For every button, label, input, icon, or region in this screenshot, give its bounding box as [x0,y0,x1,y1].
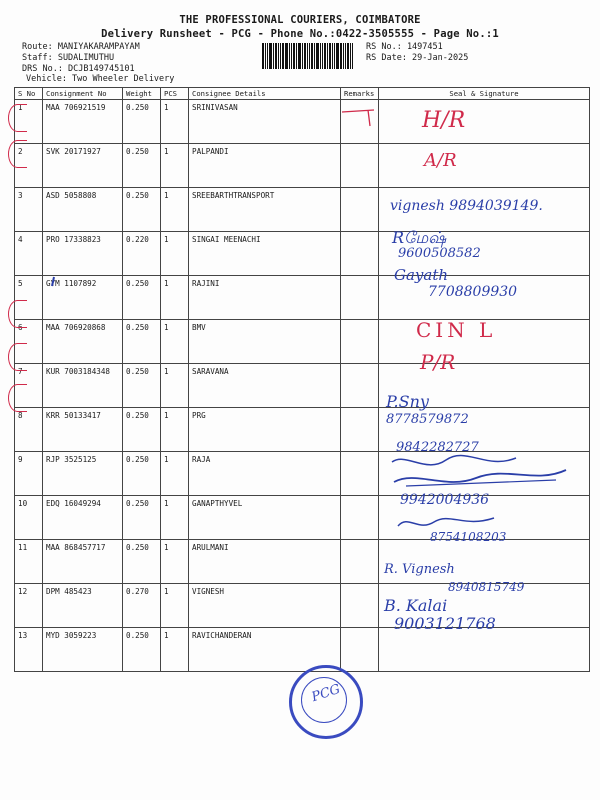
cell-signature [379,144,590,188]
barcode-bar [316,43,319,69]
cell-weight: 0.250 [123,276,161,320]
cell-consignee: SINGAI MEENACHI [189,232,341,276]
barcode-bar [334,43,335,69]
scribble-signatures [386,450,576,495]
table-row [15,364,590,408]
cell-consignee: PRG [189,408,341,452]
cell-consignee: RAJINI [189,276,341,320]
barcode-bar [309,43,310,69]
cell-weight: 0.250 [123,496,161,540]
barcode-bar [273,43,274,69]
cell-consignee: PALPANDI [189,144,341,188]
barcode-bar [320,43,321,69]
cell-consignment: MYD 3059223 [43,628,123,672]
cell-consignment: RJP 3525125 [43,452,123,496]
cell-remarks [341,628,379,672]
cell-consignee: SRINIVASAN [189,100,341,144]
cell-signature [379,628,590,672]
header-remarks: Remarks [341,88,379,100]
signature-row-3: vignesh 9894039149. [390,198,543,214]
barcode-bar [314,43,315,69]
table-row [15,628,590,672]
barcode-bar [291,43,292,69]
cell-consignment: KRR 50133417 [43,408,123,452]
margin-mark [8,104,27,132]
cell-sno: 2 [15,144,43,188]
barcode [262,43,354,69]
cell-consignment: MAA 868457717 [43,540,123,584]
remarks-mark [340,108,380,128]
cell-weight: 0.270 [123,584,161,628]
signature-row-10: 9942004936 [400,492,490,508]
cell-sno: 13 [15,628,43,672]
barcode-bar [285,43,288,69]
table-row [15,232,590,276]
rs-date: RS Date: 29-Jan-2025 [366,53,469,63]
cell-weight: 0.250 [123,100,161,144]
scribble-signature-row-11 [394,512,504,534]
signature-row-5-phone: 7708809930 [428,284,518,300]
header-signature: Seal & Signature [379,88,590,100]
rs-number: RS No.: 1497451 [366,42,443,52]
signature-row-1: H/R [422,108,466,133]
cell-weight: 0.250 [123,364,161,408]
table-row [15,144,590,188]
signature-row-4-name: Rமேஷ் [392,228,447,247]
barcode-bar [275,43,277,69]
header-weight: Weight [123,88,161,100]
cell-pcs: 1 [161,584,189,628]
signature-row-4-phone: 9600508582 [398,246,481,261]
margin-mark [8,384,27,412]
cell-consignee: ARULMANI [189,540,341,584]
ink-mark [50,276,56,288]
barcode-bar [278,43,279,69]
barcode-bar [262,43,264,69]
cell-sno: 7 [15,364,43,408]
margin-mark [8,140,27,168]
signature-row-5-name: Gayath [394,266,449,284]
cell-consignment: ASD 5058808 [43,188,123,232]
barcode-bar [329,43,331,69]
signature-row-2: A/R [424,150,457,171]
cell-sno: 5 [15,276,43,320]
cell-weight: 0.250 [123,144,161,188]
barcode-bar [265,43,266,69]
signature-row-8-phone: 8778579872 [386,412,469,427]
cell-remarks [341,144,379,188]
signature-row-12-name: R. Vignesh [384,562,455,577]
cell-pcs: 1 [161,540,189,584]
cell-weight: 0.250 [123,452,161,496]
table-row [15,320,590,364]
cell-sno: 10 [15,496,43,540]
barcode-bar [298,43,301,69]
cell-consignment: MAA 706921519 [43,100,123,144]
barcode-bar [296,43,297,69]
company-stamp [289,665,363,739]
cell-remarks [341,188,379,232]
stamp-text: PCG [309,681,343,706]
cell-consignee: SARAVANA [189,364,341,408]
barcode-bar [280,43,281,69]
cell-signature [379,100,590,144]
cell-pcs: 1 [161,496,189,540]
table-header [15,88,590,100]
cell-pcs: 1 [161,364,189,408]
vehicle-label: Vehicle: Two Wheeler Delivery [26,74,175,84]
table-row [15,100,590,144]
cell-consignment: MAA 706920868 [43,320,123,364]
cell-pcs: 1 [161,188,189,232]
cell-sno: 4 [15,232,43,276]
cell-remarks [341,496,379,540]
cell-weight: 0.250 [123,628,161,672]
cell-pcs: 1 [161,144,189,188]
cell-consignee: SREEBARTHTRANSPORT [189,188,341,232]
cell-consignee: RAVICHANDERAN [189,628,341,672]
cell-pcs: 1 [161,276,189,320]
table-row [15,540,590,584]
barcode-bar [350,43,351,69]
header-pcs: PCS [161,88,189,100]
signature-row-13-name: B. Kalai [384,596,448,615]
cell-consignment: SVK 20171927 [43,144,123,188]
cell-pcs: 1 [161,628,189,672]
barcode-bar [327,43,328,69]
barcode-bar [352,43,353,69]
barcode-bar [336,43,339,69]
cell-consignee: GANAPTHYVEL [189,496,341,540]
barcode-bar [347,43,349,69]
cell-pcs: 1 [161,320,189,364]
cell-consignment: GYM 1107892 [43,276,123,320]
cell-consignment: KUR 7003184348 [43,364,123,408]
barcode-bar [289,43,290,69]
cell-consignee: BMV [189,320,341,364]
cell-pcs: 1 [161,452,189,496]
table-row [15,408,590,452]
barcode-bar [340,43,342,69]
signature-row-12-phone: 8940815749 [448,580,525,594]
barcode-bar [322,43,323,69]
signature-row-8-name: P.Sny [386,392,429,411]
cell-remarks [341,452,379,496]
cell-pcs: 1 [161,232,189,276]
cell-sno: 6 [15,320,43,364]
company-title: THE PROFESSIONAL COURIERS, COIMBATORE [179,14,421,26]
barcode-bar [293,43,295,69]
barcode-bar [332,43,333,69]
margin-mark [8,343,27,371]
cell-weight: 0.250 [123,320,161,364]
header-sno: S No [15,88,43,100]
barcode-bar [282,43,284,69]
barcode-bar [307,43,308,69]
cell-weight: 0.220 [123,232,161,276]
runsheet-subtitle: Delivery Runsheet - PCG - Phone No.:0422-3505555 - Page No.:1 [101,28,499,40]
cell-pcs: 1 [161,100,189,144]
cell-weight: 0.250 [123,540,161,584]
cell-sno: 11 [15,540,43,584]
barcode-bar [324,43,326,69]
cell-weight: 0.250 [123,408,161,452]
barcode-bar [343,43,344,69]
header-consignment: Consignment No [43,88,123,100]
cell-remarks [341,408,379,452]
cell-consignment: DPM 485423 [43,584,123,628]
barcode-bar [269,43,272,69]
signature-row-9: 9842282727 [396,440,479,455]
barcode-bar [267,43,268,69]
route-label: Route: MANIYAKARAMPAYAM [22,42,140,52]
signature-row-13-phone: 9003121768 [394,614,496,633]
cell-sno: 8 [15,408,43,452]
barcode-bar [302,43,303,69]
cell-consignment: EDQ 16049294 [43,496,123,540]
barcode-bar [304,43,306,69]
cell-consignee: VIGNESH [189,584,341,628]
cell-remarks [341,276,379,320]
barcode-bar [311,43,313,69]
cell-consignee: RAJA [189,452,341,496]
cell-sno: 12 [15,584,43,628]
cell-remarks [341,364,379,408]
cell-remarks [341,540,379,584]
header-consignee: Consignee Details [189,88,341,100]
cell-remarks [341,232,379,276]
margin-mark [8,300,27,328]
staff-label: Staff: SUDALIMUTHU [22,53,115,63]
cell-remarks [341,584,379,628]
cell-consignment: PRO 17338823 [43,232,123,276]
barcode-bar [345,43,346,69]
signature-row-6: CIN L [416,318,497,342]
signature-row-11: 8754108203 [430,530,507,544]
cell-sno: 1 [15,100,43,144]
cell-sno: 3 [15,188,43,232]
signature-row-7: P/R [420,350,456,374]
cell-sno: 9 [15,452,43,496]
cell-remarks [341,320,379,364]
cell-weight: 0.250 [123,188,161,232]
cell-pcs: 1 [161,408,189,452]
drs-label: DRS No.: DCJB149745101 [22,64,135,74]
